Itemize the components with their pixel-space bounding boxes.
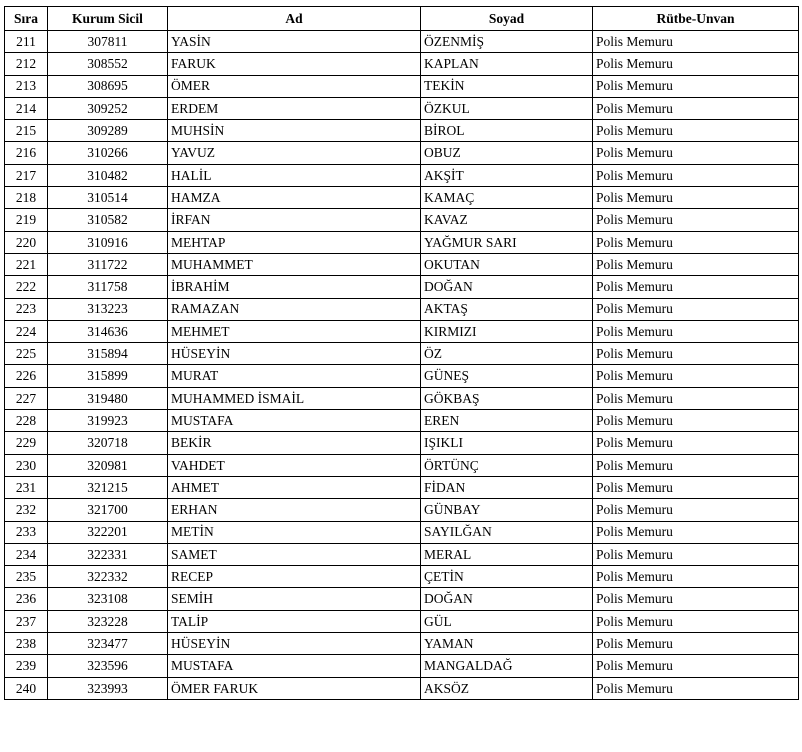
cell-rutbe-unvan: Polis Memuru (593, 454, 799, 476)
cell-rutbe-unvan: Polis Memuru (593, 298, 799, 320)
cell-kurum-sicil: 323477 (48, 633, 168, 655)
cell-kurum-sicil: 323596 (48, 655, 168, 677)
cell-soyad: AKSÖZ (421, 677, 593, 699)
cell-ad: AHMET (168, 476, 421, 498)
cell-soyad: ÖZKUL (421, 97, 593, 119)
cell-soyad: EREN (421, 410, 593, 432)
table-header-row (5, 7, 799, 31)
cell-ad: VAHDET (168, 454, 421, 476)
cell-soyad: GÖKBAŞ (421, 387, 593, 409)
header-kurum-sicil: Kurum Sicil (48, 7, 168, 31)
cell-kurum-sicil: 310582 (48, 209, 168, 231)
cell-ad: MUSTAFA (168, 655, 421, 677)
cell-ad: SAMET (168, 543, 421, 565)
cell-sira: 217 (5, 164, 48, 186)
cell-ad: FARUK (168, 53, 421, 75)
cell-soyad: ÖZENMİŞ (421, 31, 593, 53)
cell-ad: MUHSİN (168, 120, 421, 142)
cell-ad: SEMİH (168, 588, 421, 610)
cell-kurum-sicil: 322332 (48, 566, 168, 588)
header-soyad: Soyad (421, 7, 593, 31)
table-row (5, 298, 799, 320)
cell-sira: 232 (5, 499, 48, 521)
cell-soyad: DOĞAN (421, 276, 593, 298)
cell-kurum-sicil: 309289 (48, 120, 168, 142)
cell-sira: 212 (5, 53, 48, 75)
cell-rutbe-unvan: Polis Memuru (593, 31, 799, 53)
cell-kurum-sicil: 322331 (48, 543, 168, 565)
cell-rutbe-unvan: Polis Memuru (593, 97, 799, 119)
cell-soyad: YAĞMUR SARI (421, 231, 593, 253)
cell-kurum-sicil: 315894 (48, 343, 168, 365)
cell-rutbe-unvan: Polis Memuru (593, 655, 799, 677)
cell-ad: YASİN (168, 31, 421, 53)
personnel-list-document (4, 6, 799, 700)
cell-soyad: DOĞAN (421, 588, 593, 610)
cell-soyad: AKŞİT (421, 164, 593, 186)
cell-sira: 220 (5, 231, 48, 253)
cell-kurum-sicil: 313223 (48, 298, 168, 320)
table-row (5, 387, 799, 409)
cell-ad: HAMZA (168, 187, 421, 209)
table-row (5, 610, 799, 632)
cell-ad: TALİP (168, 610, 421, 632)
table-row (5, 566, 799, 588)
cell-rutbe-unvan: Polis Memuru (593, 677, 799, 699)
cell-ad: ÖMER (168, 75, 421, 97)
cell-soyad: BİROL (421, 120, 593, 142)
cell-ad: ERDEM (168, 97, 421, 119)
cell-ad: METİN (168, 521, 421, 543)
cell-sira: 222 (5, 276, 48, 298)
table-row (5, 320, 799, 342)
table-row (5, 499, 799, 521)
table-row (5, 432, 799, 454)
cell-ad: MUHAMMET (168, 253, 421, 275)
cell-sira: 229 (5, 432, 48, 454)
cell-soyad: YAMAN (421, 633, 593, 655)
cell-sira: 238 (5, 633, 48, 655)
cell-kurum-sicil: 310266 (48, 142, 168, 164)
cell-rutbe-unvan: Polis Memuru (593, 164, 799, 186)
table-row (5, 521, 799, 543)
cell-sira: 223 (5, 298, 48, 320)
cell-kurum-sicil: 320718 (48, 432, 168, 454)
header-ad: Ad (168, 7, 421, 31)
cell-sira: 239 (5, 655, 48, 677)
cell-kurum-sicil: 315899 (48, 365, 168, 387)
cell-kurum-sicil: 320981 (48, 454, 168, 476)
cell-soyad: ÇETİN (421, 566, 593, 588)
cell-rutbe-unvan: Polis Memuru (593, 276, 799, 298)
cell-ad: MURAT (168, 365, 421, 387)
cell-ad: RECEP (168, 566, 421, 588)
cell-kurum-sicil: 310482 (48, 164, 168, 186)
cell-rutbe-unvan: Polis Memuru (593, 410, 799, 432)
cell-kurum-sicil: 319923 (48, 410, 168, 432)
table-row (5, 142, 799, 164)
cell-ad: ÖMER FARUK (168, 677, 421, 699)
cell-sira: 225 (5, 343, 48, 365)
cell-soyad: GÜL (421, 610, 593, 632)
cell-ad: RAMAZAN (168, 298, 421, 320)
cell-sira: 228 (5, 410, 48, 432)
table-row (5, 588, 799, 610)
cell-kurum-sicil: 319480 (48, 387, 168, 409)
table-row (5, 655, 799, 677)
cell-soyad: MERAL (421, 543, 593, 565)
cell-kurum-sicil: 323228 (48, 610, 168, 632)
table-row (5, 677, 799, 699)
cell-kurum-sicil: 323993 (48, 677, 168, 699)
cell-kurum-sicil: 309252 (48, 97, 168, 119)
cell-kurum-sicil: 321215 (48, 476, 168, 498)
cell-rutbe-unvan: Polis Memuru (593, 499, 799, 521)
cell-sira: 237 (5, 610, 48, 632)
table-row (5, 343, 799, 365)
cell-rutbe-unvan: Polis Memuru (593, 343, 799, 365)
cell-ad: HÜSEYİN (168, 343, 421, 365)
cell-sira: 221 (5, 253, 48, 275)
cell-sira: 213 (5, 75, 48, 97)
header-rutbe-unvan: Rütbe-Unvan (593, 7, 799, 31)
cell-sira: 227 (5, 387, 48, 409)
header-sira: Sıra (5, 7, 48, 31)
cell-ad: YAVUZ (168, 142, 421, 164)
table-row (5, 365, 799, 387)
cell-rutbe-unvan: Polis Memuru (593, 566, 799, 588)
cell-rutbe-unvan: Polis Memuru (593, 75, 799, 97)
cell-ad: BEKİR (168, 432, 421, 454)
cell-kurum-sicil: 308552 (48, 53, 168, 75)
cell-rutbe-unvan: Polis Memuru (593, 231, 799, 253)
cell-kurum-sicil: 311758 (48, 276, 168, 298)
cell-soyad: OBUZ (421, 142, 593, 164)
cell-ad: MEHMET (168, 320, 421, 342)
cell-ad: MUSTAFA (168, 410, 421, 432)
table-row (5, 231, 799, 253)
cell-kurum-sicil: 323108 (48, 588, 168, 610)
table-row (5, 410, 799, 432)
cell-sira: 215 (5, 120, 48, 142)
cell-soyad: ÖZ (421, 343, 593, 365)
cell-kurum-sicil: 310514 (48, 187, 168, 209)
cell-soyad: FİDAN (421, 476, 593, 498)
table-row (5, 454, 799, 476)
personnel-table (4, 6, 799, 700)
cell-sira: 226 (5, 365, 48, 387)
cell-soyad: KIRMIZI (421, 320, 593, 342)
table-row (5, 97, 799, 119)
cell-sira: 214 (5, 97, 48, 119)
table-row (5, 476, 799, 498)
cell-soyad: KAMAÇ (421, 187, 593, 209)
cell-soyad: KAVAZ (421, 209, 593, 231)
table-row (5, 75, 799, 97)
cell-sira: 240 (5, 677, 48, 699)
cell-sira: 236 (5, 588, 48, 610)
table-row (5, 276, 799, 298)
cell-kurum-sicil: 314636 (48, 320, 168, 342)
cell-sira: 231 (5, 476, 48, 498)
cell-ad: MUHAMMED İSMAİL (168, 387, 421, 409)
cell-kurum-sicil: 308695 (48, 75, 168, 97)
cell-ad: İBRAHİM (168, 276, 421, 298)
cell-sira: 224 (5, 320, 48, 342)
cell-rutbe-unvan: Polis Memuru (593, 521, 799, 543)
table-row (5, 31, 799, 53)
cell-soyad: GÜNEŞ (421, 365, 593, 387)
cell-soyad: ÖRTÜNÇ (421, 454, 593, 476)
cell-soyad: SAYILĞAN (421, 521, 593, 543)
cell-rutbe-unvan: Polis Memuru (593, 432, 799, 454)
cell-rutbe-unvan: Polis Memuru (593, 476, 799, 498)
cell-kurum-sicil: 311722 (48, 253, 168, 275)
cell-rutbe-unvan: Polis Memuru (593, 543, 799, 565)
cell-ad: MEHTAP (168, 231, 421, 253)
cell-sira: 230 (5, 454, 48, 476)
cell-kurum-sicil: 321700 (48, 499, 168, 521)
cell-soyad: AKTAŞ (421, 298, 593, 320)
cell-rutbe-unvan: Polis Memuru (593, 588, 799, 610)
cell-ad: HALİL (168, 164, 421, 186)
table-row (5, 543, 799, 565)
cell-rutbe-unvan: Polis Memuru (593, 187, 799, 209)
cell-sira: 233 (5, 521, 48, 543)
cell-rutbe-unvan: Polis Memuru (593, 365, 799, 387)
cell-sira: 219 (5, 209, 48, 231)
table-row (5, 120, 799, 142)
cell-kurum-sicil: 322201 (48, 521, 168, 543)
cell-rutbe-unvan: Polis Memuru (593, 387, 799, 409)
table-row (5, 209, 799, 231)
cell-rutbe-unvan: Polis Memuru (593, 610, 799, 632)
cell-soyad: IŞIKLI (421, 432, 593, 454)
table-row (5, 253, 799, 275)
cell-soyad: OKUTAN (421, 253, 593, 275)
cell-soyad: KAPLAN (421, 53, 593, 75)
cell-sira: 211 (5, 31, 48, 53)
cell-kurum-sicil: 310916 (48, 231, 168, 253)
cell-rutbe-unvan: Polis Memuru (593, 320, 799, 342)
cell-soyad: MANGALDAĞ (421, 655, 593, 677)
cell-sira: 216 (5, 142, 48, 164)
cell-sira: 234 (5, 543, 48, 565)
cell-sira: 235 (5, 566, 48, 588)
cell-ad: ERHAN (168, 499, 421, 521)
cell-rutbe-unvan: Polis Memuru (593, 53, 799, 75)
table-row (5, 164, 799, 186)
cell-sira: 218 (5, 187, 48, 209)
table-row (5, 53, 799, 75)
cell-soyad: GÜNBAY (421, 499, 593, 521)
table-row (5, 187, 799, 209)
cell-ad: İRFAN (168, 209, 421, 231)
cell-rutbe-unvan: Polis Memuru (593, 253, 799, 275)
cell-rutbe-unvan: Polis Memuru (593, 142, 799, 164)
cell-rutbe-unvan: Polis Memuru (593, 120, 799, 142)
cell-rutbe-unvan: Polis Memuru (593, 633, 799, 655)
table-row (5, 633, 799, 655)
cell-rutbe-unvan: Polis Memuru (593, 209, 799, 231)
cell-ad: HÜSEYİN (168, 633, 421, 655)
cell-soyad: TEKİN (421, 75, 593, 97)
cell-kurum-sicil: 307811 (48, 31, 168, 53)
